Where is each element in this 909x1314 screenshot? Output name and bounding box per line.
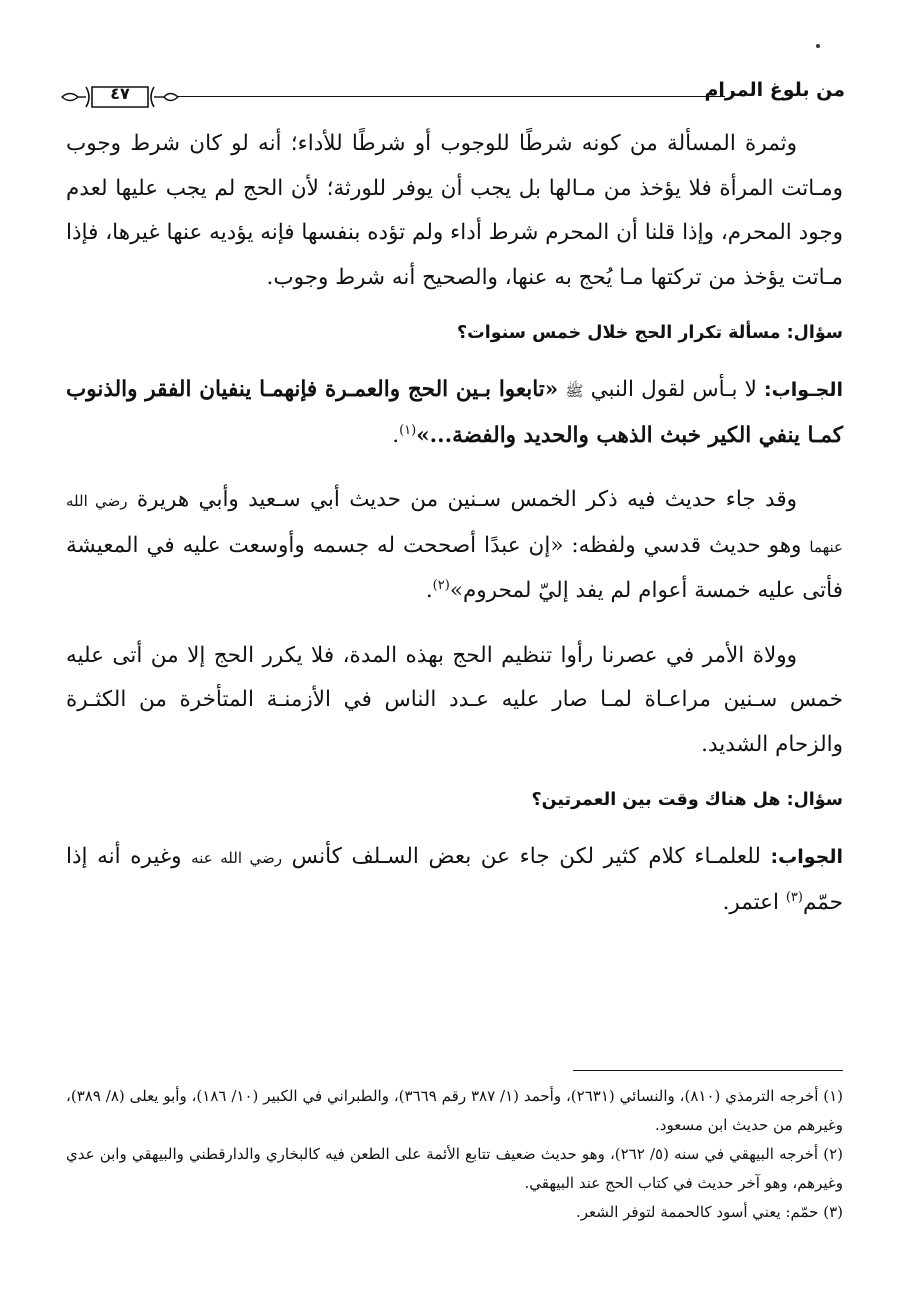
paragraph-2-honorific: رضي الله عنهما [66,492,843,556]
answer-2-middle: وغيره أنه إذا حمّم [66,844,843,915]
paragraph-2-intro: وقد جاء حديث فيه ذكر الخمس سـنين من حديث أبي سـعيد وأبي هريرة [136,487,797,512]
answer-1-label: الجـواب: [764,379,843,401]
footnote-separator [573,1070,843,1071]
question-2: سؤال: هل هناك وقت بين العمرتين؟ [531,790,843,810]
paragraph-3: وولاة الأمر في عصرنا رأوا تنظيم الحج بهذه المدة، فلا يكرر الحج إلا من أتى عليه خمس سـنين مراعـاة لمـا صار عليه عـدد الناس في الأزمنـة المتأخرة من الكثـرة والزحام الشديد. [66,642,843,757]
answer-2-label: الجواب: [770,846,843,868]
paragraph-1: وثمرة المسألة من كونه شرطًا للوجوب أو شرطًا للأداء؛ أنه لو كان شرط وجوب ومـاتت المرأة فلا يؤخذ من مـالها بل يجب أن يوفر للورثة؛ لأن الحج لم يجب عليها لعدم وجود المحرم، وإذا قلنا أن المحرم شرط أداء ولم تؤده بنفسها فإنه يؤديه عنها غيرها، فإذا مـاتت يؤخذ من تركتها مـا يُحج به عنها، والصحيح أنه شرط وجوب. [66,131,843,290]
answer-1-intro: لا بـأس لقول النبي [590,377,757,402]
footnote-ref-3: (٣) [785,889,803,905]
paragraph-2: وقد جاء حديث فيه ذكر الخمس سـنين من حديث أبي سـعيد وأبي هريرة رضي الله عنهما وهو حديث قدسي ولفظه: «إن عبدًا أصححت له جسمه وأوسعت عليه في المعيشة فأتى عليه خمسة أعوام لم يفد إليّ لمحروم»$^{(٢)}$. [66,487,843,603]
footnote-ref-2: (٢) [432,577,450,593]
footnote-2: (٢) أخرجه البيهقي في سنه (٥/ ٢٦٢)، وهو حديث ضعيف تتابع الأئمة على الطعن فيه كالبخاري والدارقطني والبيهقي وابن عدي وغيرهم، وهو آخر حديث في كتاب الحج عند البيهقي. [66,1145,843,1192]
answer-1-hadith: «تابعوا بـين الحج والعمـرة فإنهمـا ينفيان الفقر والذنوب كمـا ينفي الكير خبث الذهب والحديد والفضة...» [66,377,843,448]
paragraph-2-hadith: وهو حديث قدسي ولفظه: «إن عبدًا أصححت له جسمه وأوسعت عليه في المعيشة فأتى عليه خمسة أعوام لم يفد إليّ لمحروم» [66,532,843,603]
footnotes [66,1082,843,1227]
main-text [66,122,843,925]
answer-1-honorific: ﷺ [565,382,584,400]
answer-2 [66,835,843,925]
answer-2-end: اعتمر. [722,889,779,915]
footnote-1: (١) أخرجه الترمذي (٨١٠)، والنسائي (٢٦٣١)، وأحمد (١/ ٣٨٧ رقم ٣٦٦٩)، والطبراني في الكبير (١٠/ ١٨٦)، وأبو يعلى (٨/ ٣٨٩)، وغيرهم من حديث ابن مسعود. [66,1087,844,1134]
footnote-ref-1: (١) [399,422,417,438]
page-header [60,78,845,118]
page-number: ٤٧ [110,84,130,103]
answer-2-intro: للعلمـاء كلام كثير لكن جاء عن بعض السـلف كأنس [291,844,761,869]
answer-2-honorific: رضي الله عنه [191,849,283,867]
question-1: سؤال: مسألة تكرار الحج خلال خمس سنوات؟ [456,323,843,343]
page-speck [816,44,820,48]
page-number-ornament [60,78,180,118]
book-title: من بلوغ المرام [704,79,845,101]
answer-1: الجـواب: لا بـأس لقول النبي ﷺ «تابعوا بـين الحج والعمـرة فإنهمـا ينفيان الفقر والذنوب كمـا ينفي الكير خبث الذهب والحديد والفضة...»$^{(١)}$. [66,377,843,448]
header-rule [178,96,725,97]
footnote-3: (٣) حمّم: يعني أسود كالحممة لتوفر الشعر. [575,1203,843,1221]
